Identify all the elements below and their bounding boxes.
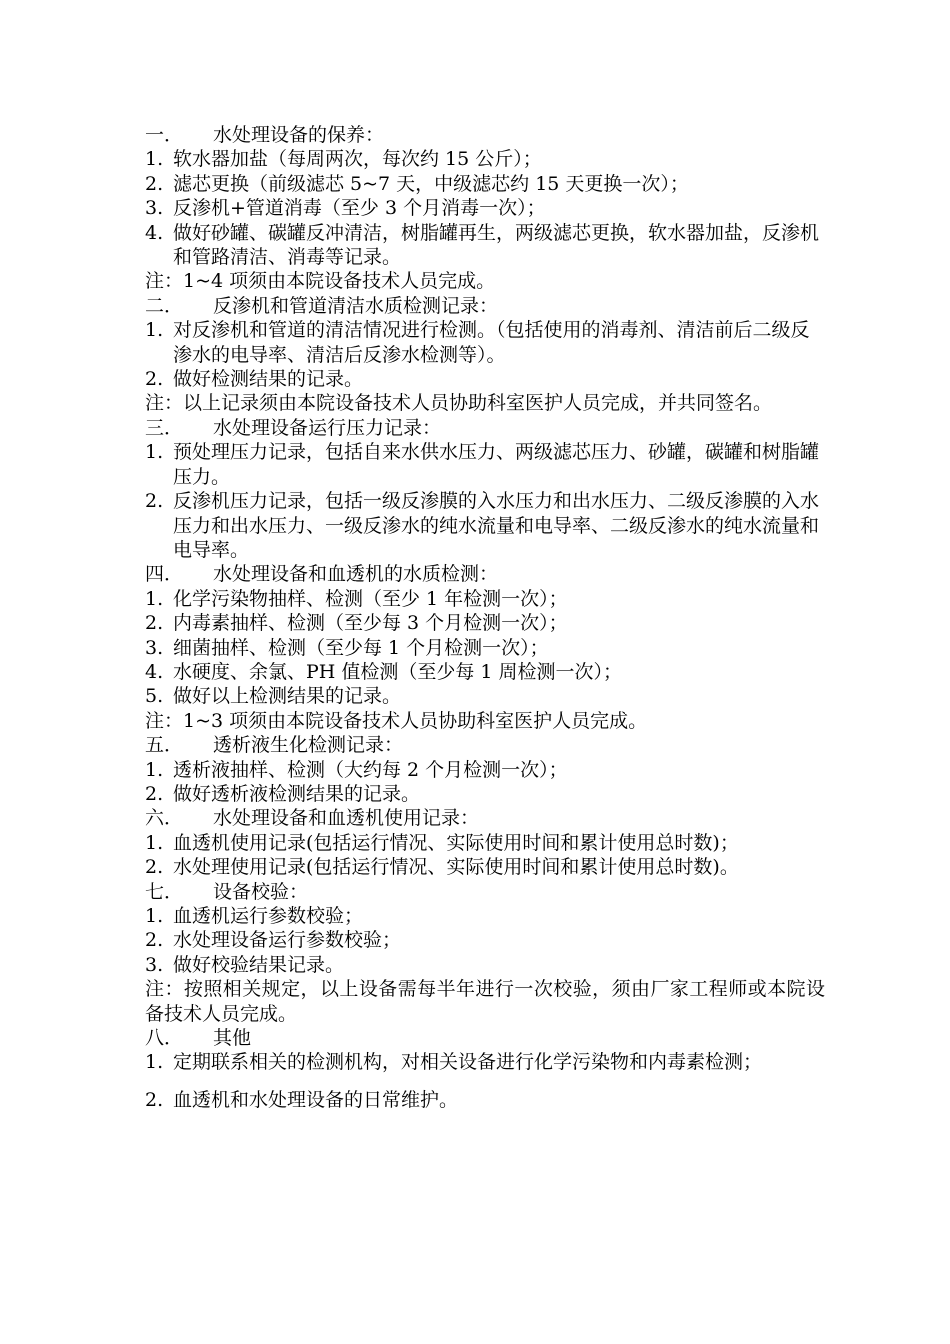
item-text: 滤芯更换（前级滤芯 5~7 天，中级滤芯约 15 天更换一次）； [173, 172, 689, 195]
item-text: 反渗机压力记录，包括一级反渗膜的入水压力和出水压力、二级反渗膜的入水压力和出水压力、一级反渗水的纯水流量和电导率、二级反渗水的纯水流量和电导率。 [173, 490, 820, 561]
item-number: 4. [145, 221, 164, 244]
list-item [145, 172, 825, 196]
section-title: 其他 [213, 1027, 252, 1050]
item-number: 1. [145, 758, 164, 781]
item-text: 做好透析液检测结果的记录。 [173, 782, 421, 805]
item-number: 1. [145, 831, 164, 854]
item-text: 对反渗机和管道的清洁情况进行检测。（包括使用的消毒剂、清洁前后二级反渗水的电导率、清洁后反渗水检测等）。 [173, 319, 810, 366]
item-text: 化学污染物抽样、检测（至少 1 年检测一次）； [173, 587, 568, 610]
item-number: 1. [145, 1051, 164, 1074]
section-number: 七． [145, 880, 184, 903]
item-number: 1. [145, 587, 164, 610]
item-number: 2. [145, 1088, 164, 1111]
section-heading [145, 880, 825, 904]
section-number: 八． [145, 1027, 184, 1050]
item-text: 软水器加盐（每周两次，每次约 15 公斤）； [173, 148, 542, 171]
item-text: 做好校验结果记录。 [173, 953, 345, 976]
item-number: 2. [145, 490, 164, 513]
section-title: 设备校验： [213, 880, 309, 903]
item-text: 水处理设备运行参数校验； [173, 929, 402, 952]
item-text: 预处理压力记录，包括自来水供水压力、两级滤芯压力、砂罐，碳罐和树脂罐压力。 [173, 441, 820, 488]
section-heading [145, 294, 825, 318]
list-item [145, 1050, 825, 1074]
section-title: 水处理设备运行压力记录： [213, 416, 442, 439]
section-title: 水处理设备和血透机使用记录： [213, 807, 480, 830]
list-item [145, 611, 825, 635]
list-item [145, 196, 825, 220]
item-text: 做好检测结果的记录。 [173, 368, 364, 391]
section-number: 一． [145, 124, 184, 146]
item-number: 5. [145, 685, 164, 708]
list-item [145, 221, 825, 270]
item-number: 3. [145, 953, 164, 976]
item-number: 2. [145, 782, 164, 805]
item-number: 1. [145, 441, 164, 464]
list-item [145, 782, 825, 806]
list-item [145, 440, 825, 489]
section-number: 三． [145, 416, 184, 439]
list-item [145, 855, 825, 879]
item-number: 3. [145, 636, 164, 659]
item-number: 4. [145, 660, 164, 683]
item-text: 定期联系相关的检测机构，对相关设备进行化学污染物和内毒素检测； [173, 1051, 763, 1074]
section-note: 注：以上记录须由本院设备技术人员协助科室医护人员完成，并共同签名。 [145, 392, 773, 415]
list-item [145, 758, 825, 782]
item-number: 2. [145, 612, 164, 635]
section-number: 六． [145, 807, 184, 830]
list-item [145, 684, 825, 708]
item-text: 血透机使用记录(包括运行情况、实际使用时间和累计使用总时数)； [173, 831, 739, 854]
section-1 [145, 123, 825, 294]
item-text: 反渗机+管道消毒（至少 3 个月消毒一次）； [173, 197, 546, 220]
section-title: 水处理设备的保养： [213, 124, 385, 146]
section-title: 反渗机和管道清洁水质检测记录： [213, 294, 499, 317]
item-text: 血透机运行参数校验； [173, 905, 364, 927]
list-item [145, 636, 825, 660]
section-title: 水处理设备和血透机的水质检测： [213, 563, 499, 586]
item-number: 1. [145, 319, 164, 342]
list-item [145, 587, 825, 611]
section-7 [145, 880, 825, 1026]
section-6 [145, 806, 825, 879]
section-4 [145, 562, 825, 733]
item-text: 做好砂罐、碳罐反冲清洁，树脂罐再生，两级滤芯更换，软水器加盐，反渗机和管路清洁、消毒等记录。 [173, 221, 820, 269]
list-item [145, 367, 825, 391]
section-number: 五． [145, 734, 184, 757]
list-item [145, 147, 825, 171]
section-title: 透析液生化检测记录： [213, 734, 404, 757]
section-heading [145, 1026, 825, 1050]
list-item [145, 660, 825, 684]
item-text: 做好以上检测结果的记录。 [173, 685, 402, 708]
item-number: 2. [145, 368, 164, 391]
item-text: 内毒素抽样、检测（至少每 3 个月检测一次）； [173, 612, 568, 635]
list-item [145, 1088, 825, 1112]
item-text: 细菌抽样、检测（至少每 1 个月检测一次）； [173, 636, 549, 659]
section-number: 二． [145, 294, 184, 317]
item-text: 血透机和水处理设备的日常维护。 [173, 1088, 459, 1111]
section-5 [145, 733, 825, 806]
list-item [145, 928, 825, 952]
section-heading [145, 416, 825, 440]
list-item [145, 489, 825, 562]
section-2 [145, 294, 825, 416]
item-number: 2. [145, 929, 164, 952]
section-3 [145, 416, 825, 562]
section-number: 四． [145, 563, 184, 586]
list-item [145, 953, 825, 977]
item-number: 1. [145, 148, 164, 171]
item-text: 水硬度、余氯、PH 值检测（至少每 1 周检测一次）； [173, 660, 623, 683]
section-heading [145, 733, 825, 757]
list-item [145, 904, 825, 928]
document-body [145, 123, 825, 1112]
section-note: 注：1~4 项须由本院设备技术人员完成。 [145, 270, 496, 293]
section-8 [145, 1026, 825, 1112]
item-number: 2. [145, 856, 164, 879]
item-text: 透析液抽样、检测（大约每 2 个月检测一次）； [173, 758, 568, 781]
item-number: 2. [145, 172, 164, 195]
item-number: 3. [145, 197, 164, 220]
section-note: 注：1~3 项须由本院设备技术人员协助科室医护人员完成。 [145, 709, 648, 732]
item-number: 1. [145, 905, 164, 927]
list-item [145, 318, 825, 367]
list-item [145, 831, 825, 855]
section-heading [145, 123, 825, 147]
item-text: 水处理使用记录(包括运行情况、实际使用时间和累计使用总时数)。 [173, 856, 739, 879]
section-heading [145, 562, 825, 586]
section-heading [145, 806, 825, 830]
section-note: 注：按照相关规定，以上设备需每半年进行一次校验，须由厂家工程师或本院设备技术人员完成。 [145, 978, 825, 1025]
